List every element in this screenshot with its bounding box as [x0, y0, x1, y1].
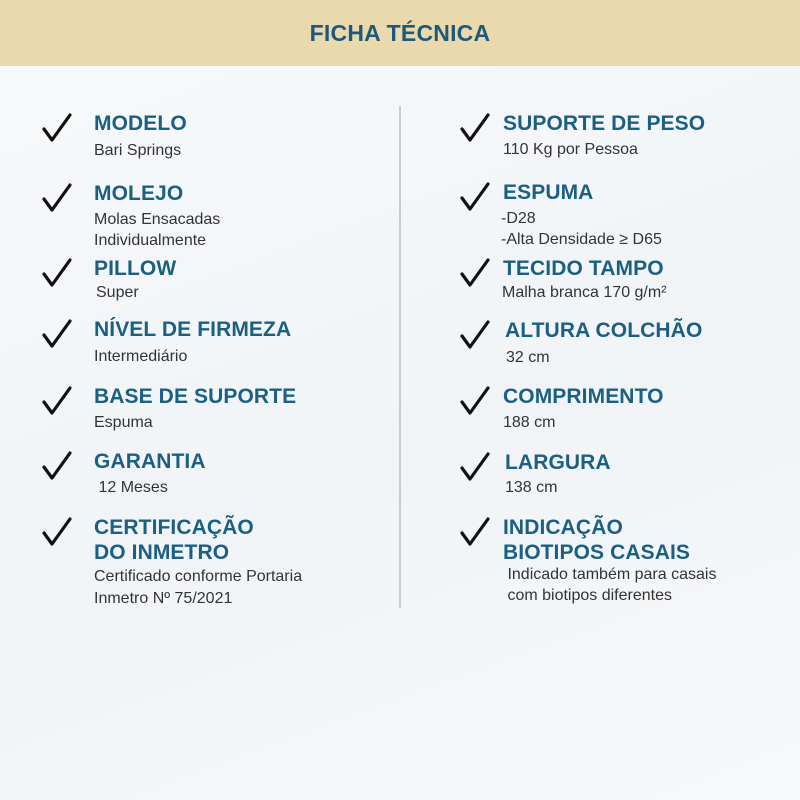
- checkmark-icon: [42, 516, 72, 548]
- header-banner: [0, 0, 800, 66]
- spec-label: SUPORTE DE PESO: [503, 112, 706, 135]
- spec-label: MODELO: [94, 112, 187, 135]
- column-divider: [399, 106, 401, 608]
- spec-label: NÍVEL DE FIRMEZA: [94, 318, 292, 341]
- spec-value: 32 cm: [506, 349, 550, 366]
- spec-value: Molas Ensacadas: [94, 211, 221, 228]
- spec-value: 138 cm: [505, 479, 558, 496]
- spec-label: COMPRIMENTO: [503, 385, 664, 408]
- spec-value: 110 Kg por Pessoa: [503, 141, 638, 158]
- spec-value: Intermediário: [94, 348, 188, 365]
- checkmark-icon: [42, 450, 72, 482]
- spec-label: CERTIFICAÇÃO: [94, 516, 254, 539]
- spec-label: BIOTIPOS CASAIS: [503, 541, 691, 564]
- checkmark-icon: [460, 257, 490, 289]
- checkmark-icon: [460, 112, 490, 144]
- checkmark-icon: [42, 385, 72, 417]
- spec-value: 12 Meses: [94, 479, 168, 496]
- spec-label: TECIDO TAMPO: [503, 257, 664, 280]
- spec-label: PILLOW: [94, 257, 177, 280]
- spec-label: ESPUMA: [503, 181, 594, 204]
- spec-value: Super: [96, 284, 139, 301]
- checkmark-icon: [42, 112, 72, 144]
- spec-label: GARANTIA: [94, 450, 206, 473]
- spec-label: DO INMETRO: [94, 541, 230, 564]
- spec-value: Bari Springs: [94, 142, 182, 159]
- page-title: FICHA TÉCNICA: [309, 19, 491, 46]
- checkmark-icon: [460, 451, 490, 483]
- spec-label: BASE DE SUPORTE: [94, 385, 297, 408]
- spec-value: 188 cm: [503, 414, 556, 431]
- spec-value: Certificado conforme Portaria: [94, 568, 303, 585]
- checkmark-icon: [460, 319, 490, 351]
- spec-value: com biotipos diferentes: [503, 587, 672, 604]
- checkmark-icon: [460, 385, 490, 417]
- spec-value: -Alta Densidade ≥ D65: [501, 231, 662, 248]
- checkmark-icon: [460, 516, 490, 548]
- checkmark-icon: [42, 318, 72, 350]
- spec-value: Indicado também para casais: [503, 566, 717, 583]
- spec-value: Individualmente: [94, 232, 207, 249]
- checkmark-icon: [460, 181, 490, 213]
- checkmark-icon: [42, 257, 72, 289]
- spec-value: Malha branca 170 g/m²: [502, 284, 667, 301]
- checkmark-icon: [42, 182, 72, 214]
- spec-value: -D28: [501, 210, 536, 227]
- spec-value: Inmetro Nº 75/2021: [94, 590, 233, 607]
- spec-label: LARGURA: [505, 451, 611, 474]
- spec-value: Espuma: [94, 414, 153, 431]
- spec-label: MOLEJO: [94, 182, 184, 205]
- spec-label: INDICAÇÃO: [503, 516, 623, 539]
- spec-label: ALTURA COLCHÃO: [505, 319, 703, 342]
